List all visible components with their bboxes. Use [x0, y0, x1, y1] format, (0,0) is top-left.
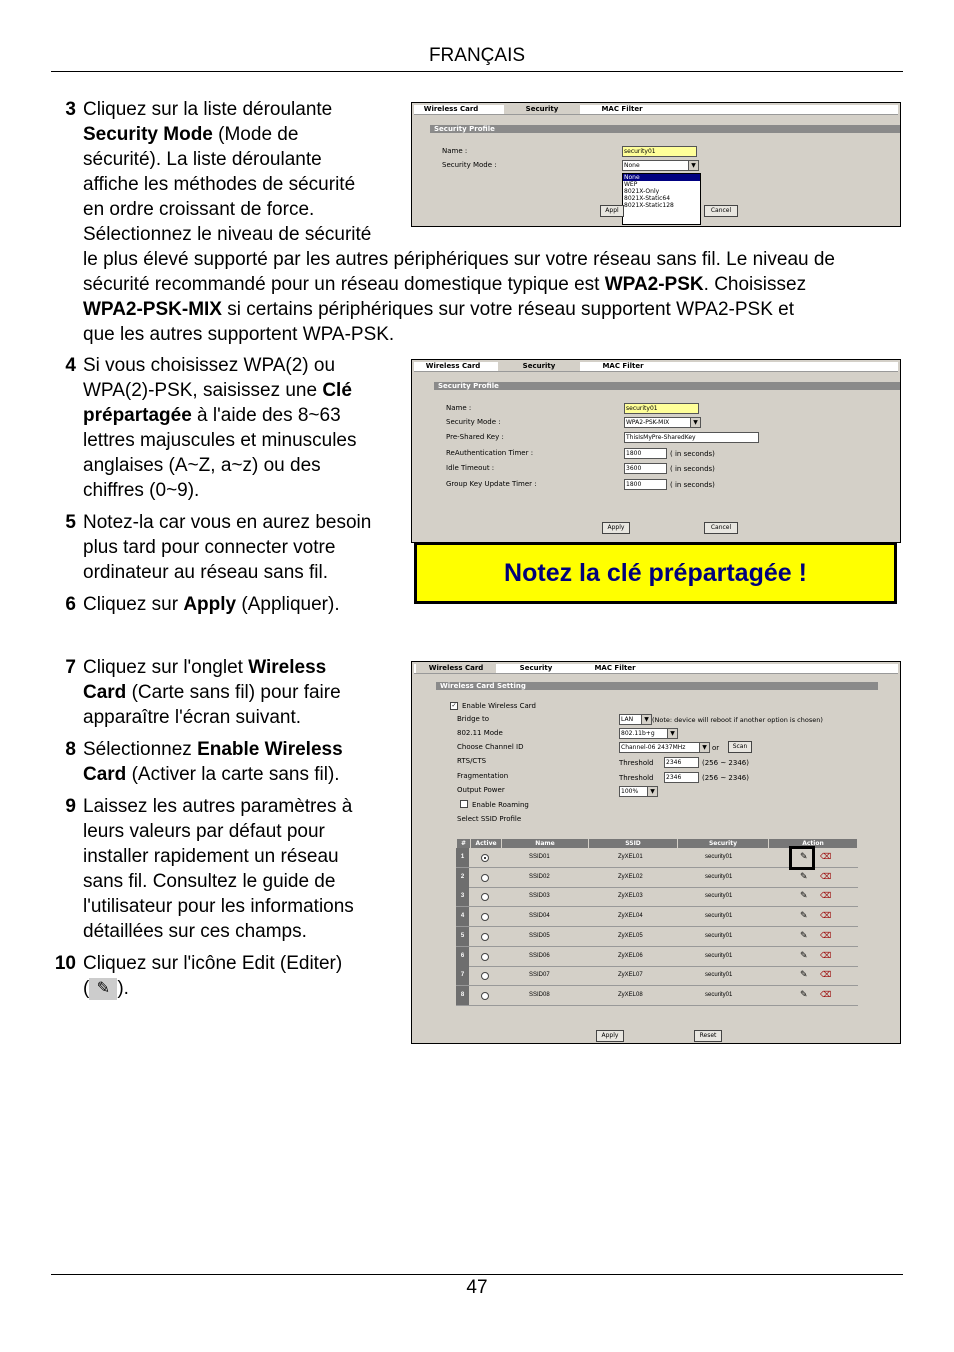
ssid-name: SSID04	[529, 913, 550, 920]
security-value: security01	[705, 991, 733, 998]
row-index: 5	[456, 927, 469, 946]
unit-label: ( in seconds)	[670, 465, 715, 473]
ssid-value: ZyXEL05	[618, 932, 643, 939]
col-header: Action	[769, 839, 857, 848]
reauth-timer-label: ReAuthentication Timer :	[446, 449, 534, 457]
col-header: Security	[678, 839, 768, 848]
ssid-name: SSID03	[529, 893, 550, 900]
row-index: 2	[456, 868, 469, 887]
security-value: security01	[705, 893, 733, 900]
step-6-text: Cliquez sur Apply (Appliquer).	[83, 594, 340, 615]
step-number: 4	[65, 355, 76, 376]
col-header: SSID	[589, 839, 677, 848]
power-select[interactable]: 100% ▼	[619, 786, 658, 797]
section-title: Security Profile	[434, 382, 900, 390]
delete-icon[interactable]: ⌫	[820, 871, 832, 881]
chevron-down-icon: ▼	[690, 418, 700, 427]
section-title: Wireless Card Setting	[436, 682, 878, 690]
step-8-text	[83, 737, 403, 787]
frag-range: (256 ~ 2346)	[702, 774, 749, 782]
rts-range: (256 ~ 2346)	[702, 759, 749, 767]
ssid-value: ZyXEL03	[618, 893, 643, 900]
row-index: 7	[456, 966, 469, 985]
security-value: security01	[705, 913, 733, 920]
chevron-down-icon: ▼	[699, 743, 709, 752]
step-number: 8	[65, 739, 76, 760]
apply-button[interactable]: Apply	[602, 522, 630, 534]
text-line: détaillées sur ces champs.	[83, 921, 307, 942]
tab-security[interactable]: Security	[504, 105, 580, 114]
mode-label: 802.11 Mode	[457, 729, 503, 737]
edit-icon[interactable]: ✎	[800, 870, 808, 881]
unit-label: ( in seconds)	[670, 450, 715, 458]
apply-button[interactable]: Appl	[600, 205, 624, 217]
text-line: Laissez les autres paramètres à	[83, 796, 353, 817]
security-value: security01	[705, 873, 733, 880]
security-mode-dropdown[interactable]	[622, 173, 701, 225]
text-line: Card (Carte sans fil) pour faire	[83, 682, 341, 703]
cancel-button[interactable]: Cancel	[704, 522, 738, 534]
edit-icon[interactable]: ✎	[800, 910, 808, 921]
tab-wireless-card[interactable]: Wireless Card	[423, 105, 479, 113]
text-line: Cliquez sur la liste déroulante	[83, 99, 333, 120]
row-index: 1	[456, 848, 469, 867]
name-input[interactable]: security01	[624, 403, 699, 414]
security-mode-label: Security Mode :	[442, 161, 497, 169]
tab-security[interactable]: Security	[498, 362, 580, 371]
bridge-select[interactable]: LAN ▼	[619, 714, 652, 725]
frag-threshold-label: Threshold	[619, 774, 654, 782]
chevron-down-icon: ▼	[641, 715, 651, 724]
col-header: #	[457, 839, 470, 848]
option-wep[interactable]: WEP	[624, 181, 638, 188]
header-rule	[51, 71, 903, 72]
step-number: 9	[65, 796, 76, 817]
reauth-timer-input[interactable]: 1800	[624, 448, 667, 459]
ssid-name: SSID06	[529, 952, 550, 959]
rts-label: RTS/CTS	[457, 757, 487, 765]
tab-mac-filter[interactable]: MAC Filter	[601, 105, 643, 113]
text-line: prépartagée à l'aide des 8~63	[83, 405, 341, 426]
row-index: 8	[456, 986, 469, 1005]
active-radio[interactable]	[481, 913, 489, 921]
active-radio[interactable]	[481, 874, 489, 882]
ssid-value: ZyXEL01	[618, 854, 643, 860]
bridge-label: Bridge to	[457, 715, 490, 723]
text-line: leurs valeurs par défaut pour	[83, 821, 325, 842]
active-radio[interactable]	[481, 992, 489, 1000]
chevron-down-icon: ▼	[647, 787, 657, 796]
note-banner: Notez la clé prépartagée !	[414, 542, 897, 604]
tab-security[interactable]: Security	[519, 664, 553, 672]
idle-timeout-label: Idle Timeout :	[446, 464, 495, 472]
idle-timeout-input[interactable]: 3600	[624, 463, 667, 474]
row-index: 4	[456, 907, 469, 926]
text-line: l'utilisateur pour les informations	[83, 896, 354, 917]
bridge-note: (Note: device will reboot if another option is chosen)	[652, 716, 823, 724]
text-line: Notez-la car vous en aurez besoin	[83, 512, 372, 533]
reset-button[interactable]: Reset	[694, 1030, 722, 1042]
edit-icon[interactable]: ✎	[800, 949, 808, 960]
chevron-down-icon: ▼	[667, 729, 677, 738]
footer-rule	[51, 1274, 903, 1275]
step-7-text	[83, 655, 403, 730]
roaming-checkbox[interactable]	[460, 800, 468, 808]
roaming-label: Enable Roaming	[472, 801, 529, 809]
security-value: security01	[705, 952, 733, 959]
table-row	[456, 868, 858, 888]
text-line: Sélectionnez le niveau de sécurité	[83, 224, 372, 245]
text-line: sans fil. Consultez le guide de	[83, 871, 336, 892]
page-header: FRANÇAIS	[428, 45, 526, 66]
table-row	[456, 907, 858, 927]
option-8021x-static128[interactable]: 8021X-Static128	[624, 202, 674, 209]
chevron-down-icon: ▼	[688, 161, 698, 170]
page-number: 47	[466, 1277, 488, 1298]
text-line: sécurité). La liste déroulante	[83, 149, 322, 170]
ssid-value: ZyXEL08	[618, 991, 643, 998]
option-8021x-only[interactable]: 8021X-Only	[624, 188, 660, 195]
unit-label: ( in seconds)	[670, 481, 715, 489]
text-line: en ordre croissant de force.	[83, 199, 315, 220]
ssid-name: SSID01	[529, 854, 550, 860]
cancel-button[interactable]: Cancel	[704, 205, 738, 217]
edit-icon[interactable]: ✎	[800, 890, 808, 901]
text-line: chiffres (0~9).	[83, 480, 200, 501]
section-title: Security Profile	[430, 125, 900, 133]
scan-button[interactable]: Scan	[728, 741, 752, 753]
active-radio[interactable]	[481, 854, 489, 862]
text-line: Sélectionnez Enable Wireless	[83, 739, 343, 760]
tab-bar	[414, 105, 898, 115]
pre-shared-key-input[interactable]: ThisIsMyPre-SharedKey	[624, 432, 759, 443]
channel-select[interactable]: Channel-06 2437MHz ▼	[619, 742, 710, 753]
text-line: ( ✎ ).	[83, 978, 129, 999]
step-number: 3	[65, 99, 76, 120]
frag-label: Fragmentation	[457, 772, 509, 780]
edit-highlight-box	[789, 846, 815, 870]
name-label: Name :	[442, 147, 468, 155]
edit-icon[interactable]: ✎	[800, 929, 808, 940]
text-line: WPA2-PSK-MIX si certains périphériques sur votre réseau supportent WPA2-PSK et	[83, 299, 795, 320]
ssid-value: ZyXEL04	[618, 913, 643, 920]
name-input[interactable]: security01	[622, 146, 697, 157]
step-number: 5	[65, 512, 76, 533]
name-label: Name :	[446, 404, 472, 412]
col-header: Active	[471, 839, 501, 848]
text-line: Card (Activer la carte sans fil).	[83, 764, 340, 785]
step-number: 10	[54, 953, 76, 974]
security-mode-select[interactable]: None ▼	[622, 160, 699, 171]
enable-wireless-checkbox[interactable]: ✓	[451, 702, 457, 709]
psk-settings-screenshot	[411, 359, 901, 543]
power-label: Output Power	[457, 786, 505, 794]
text-line: affiche les méthodes de sécurité	[83, 174, 356, 195]
step-number: 6	[65, 594, 76, 615]
ssid-value: ZyXEL02	[618, 873, 643, 880]
rts-input[interactable]: 2346	[664, 757, 699, 768]
delete-icon[interactable]: ⌫	[820, 970, 832, 980]
ssid-name: SSID02	[529, 873, 550, 880]
text-line: anglaises (A~Z, a~z) ou des	[83, 455, 321, 476]
tab-bar	[414, 664, 898, 674]
delete-icon[interactable]: ⌫	[820, 911, 832, 921]
table-row	[456, 927, 858, 947]
rts-threshold-label: Threshold	[619, 759, 654, 767]
step-9-text	[83, 794, 403, 944]
step-4-text	[83, 353, 403, 503]
active-radio[interactable]	[481, 893, 489, 901]
active-radio[interactable]	[481, 972, 489, 980]
text-line: que les autres supportent WPA-PSK.	[83, 324, 395, 345]
tab-wireless-card[interactable]: Wireless Card	[416, 664, 496, 673]
text-line: sécurité recommandé pour un réseau domestique typique est WPA2-PSK. Choisissez	[83, 274, 807, 295]
text-line: plus tard pour connecter votre	[83, 537, 336, 558]
text-line: Si vous choisissez WPA(2) ou	[83, 355, 336, 376]
step-number: 7	[65, 657, 76, 678]
enable-wireless-label: Enable Wireless Card	[462, 702, 536, 710]
edit-icon[interactable]: ✎	[800, 969, 808, 980]
ssid-name: SSID05	[529, 932, 550, 939]
text-line: installer rapidement un réseau	[83, 846, 339, 867]
profile-label: Select SSID Profile	[457, 815, 522, 823]
delete-icon[interactable]: ⌫	[820, 930, 832, 940]
security-mode-label: Security Mode :	[446, 418, 501, 426]
ssid-value: ZyXEL07	[618, 972, 643, 979]
option-8021x-static64[interactable]: 8021X-Static64	[624, 195, 671, 202]
text-line: WPA(2)-PSK, saisissez une Clé	[83, 380, 352, 401]
security-value: security01	[705, 932, 733, 939]
text-line: Cliquez sur l'onglet Wireless	[83, 657, 327, 678]
text-line: le plus élevé supporté par les autres périphériques sur votre réseau sans fil. Le niveau de	[83, 249, 835, 270]
security-mode-select[interactable]: WPA2-PSK-MIX ▼	[624, 417, 701, 428]
table-row	[456, 887, 858, 907]
active-radio[interactable]	[481, 953, 489, 961]
delete-icon[interactable]: ⌫	[820, 852, 832, 861]
option-none[interactable]: None	[623, 174, 700, 181]
edit-icon: ✎	[89, 978, 117, 1000]
row-index: 6	[456, 947, 469, 966]
text-line: ordinateur au réseau sans fil.	[83, 562, 329, 583]
mode-select[interactable]: 802.11b+g ▼	[619, 728, 678, 739]
row-index: 3	[456, 887, 469, 906]
delete-icon[interactable]: ⌫	[820, 891, 832, 901]
channel-label: Choose Channel ID	[457, 743, 524, 751]
table-row	[456, 947, 858, 967]
edit-icon[interactable]: ✎	[800, 851, 808, 861]
apply-button[interactable]: Apply	[596, 1030, 624, 1042]
text-line: Cliquez sur l'icône Edit (Editer)	[83, 953, 343, 974]
tab-bar	[414, 362, 898, 372]
security-profile-screenshot	[411, 102, 901, 227]
active-radio[interactable]	[481, 933, 489, 941]
edit-icon[interactable]: ✎	[800, 988, 808, 999]
text-line: apparaître l'écran suivant.	[83, 707, 302, 728]
tab-mac-filter[interactable]: MAC Filter	[602, 362, 644, 370]
table-row	[456, 986, 858, 1006]
security-value: security01	[705, 854, 733, 860]
group-key-timer-input[interactable]: 1800	[624, 479, 667, 490]
group-key-timer-label: Group Key Update Timer :	[446, 480, 537, 488]
step-5-text	[83, 510, 403, 585]
security-value: security01	[705, 972, 733, 979]
frag-input[interactable]: 2346	[664, 772, 699, 783]
delete-icon[interactable]: ⌫	[820, 950, 832, 960]
or-label: or	[712, 744, 720, 752]
text-line: lettres majuscules et minuscules	[83, 430, 357, 451]
ssid-name: SSID08	[529, 991, 550, 998]
col-header: Name	[502, 839, 588, 848]
tab-wireless-card[interactable]: Wireless Card	[425, 362, 481, 370]
table-row	[456, 966, 858, 986]
pre-shared-key-label: Pre-Shared Key :	[446, 433, 504, 441]
delete-icon[interactable]: ⌫	[820, 989, 832, 999]
text-line: Security Mode (Mode de	[83, 124, 299, 145]
ssid-name: SSID07	[529, 972, 550, 979]
step-10-text	[83, 951, 403, 1001]
ssid-value: ZyXEL06	[618, 952, 643, 959]
tab-mac-filter[interactable]: MAC Filter	[594, 664, 636, 672]
